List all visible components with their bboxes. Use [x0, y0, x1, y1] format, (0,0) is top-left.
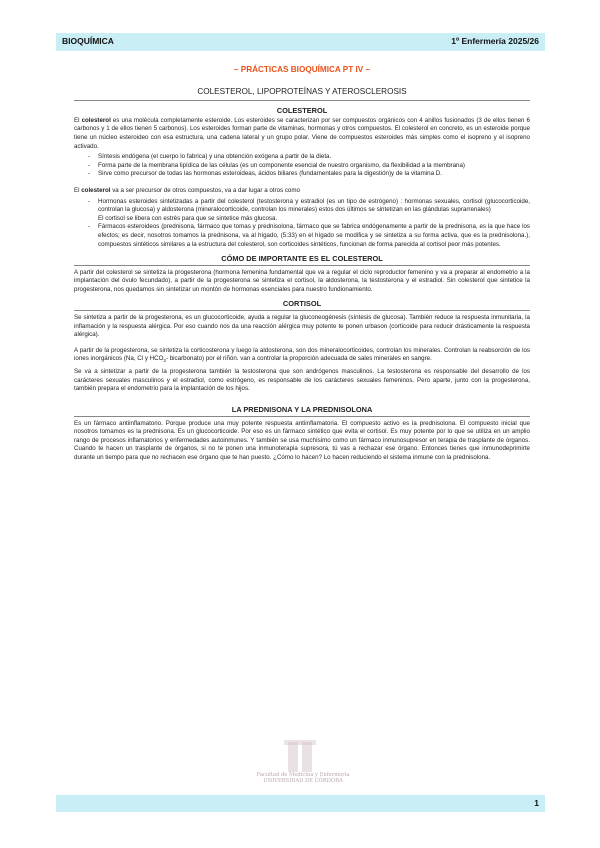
watermark-text: [253, 772, 353, 784]
text: es una molécula completamente esteroide. Los esteroides se caracterizan por ser compuestos orgánicos con 4 anillos fusionados (3 de ellos tienen 6 carbonos y 1 de ellos tienen 5 carbonos). Los esteroides forman parte de vitaminas, hormonas y otros compuestos. El colesterol en concreto, es un esteroide porque tiene un núcleo esteroideo con esa estructura, una cadena lateral y un grupo polar. Viene de compuestos esteroides más simples como el isopreno y el isopreno activado.: [74, 116, 530, 150]
divider: [74, 100, 530, 101]
list-item: - Forma parte de la membrana lipídica de las células (es un componente esencial de nuestro organismo, da flexibilidad a la membrana): [98, 162, 530, 171]
list-item: [98, 198, 530, 224]
list-item-text: - Hormonas esteroides sintetizadas a partir del colesterol (testosterona y estradiol (es un tipo de estrógeno) : hormonas sexuales, cortisol (glucocorticoide, controlan la glucosa) y aldosterona (mineralocorticoide, controlan los minerales) estos dos últimos se sintetizan en las glándulas suprarrenales): [98, 197, 530, 214]
paragraph: A partir del colesterol se sintetiza la progesterona (hormona femenina fundamental que va a regular el ciclo reproductor femenino y va a preparar al endometrio a la implantación del óvulo fecundado), a partir de la progesterona se sintetiza el cortisol, la aldosterona, la testosterona y el estradiol. Sin colesterol que sintetice la progesterona, nos quedamos sin sintetizar un montón de hormonas esenciales para nuestro fundionamiento.: [74, 268, 530, 293]
document-body: [74, 66, 530, 465]
page-header: [56, 33, 545, 51]
document-subtitle: COLESTEROL, LIPOPROTEÍNAS Y ATEROSCLEROSIS: [197, 86, 407, 96]
divider: [74, 265, 530, 266]
section-heading-colesterol: COLESTEROL: [276, 106, 328, 116]
paragraph: Se sintetiza a partir de la progesterona, es un glucocorticoide, ayuda a regular la gluconeogénesis (síntesis de glucosa). También reduce la respuesta inmunitaria, la inflamación y la respuesta alérgica. Por eso cuando nos da una reacción alérgica muy potente te ponen urbason (corticoide para reducir drásticamente la respuesta alérgica).: [74, 314, 530, 339]
list-item-note: El cortisol se libera con estrés para que se sintetice más glucosa.: [98, 214, 278, 222]
bullet-list: [74, 153, 530, 179]
bullet-list: [74, 198, 530, 250]
list-item: - Síntesis endógena (el cuerpo lo fabrica) y una obtención exógena a partir de la dieta.: [98, 153, 530, 162]
divider: [74, 310, 530, 311]
list-item: - Fármacos esteroideos (prednisona, fármaco que tomas y prednisolona, fármaco que se fabrica endógenamente a partir de la prednisona, es la que hace los efectos; es decir, nosotros tomamos la prednisona, va al hígado, (5:33) en el hígado se modifica y se sintetiza a su forma activa, que es la prednisolona.), compuestos sintéticos similares a la estructura del colesterol, son corticoides sintéticos, funcionan de forma parecida al cortisol peor más potentes.: [98, 223, 530, 249]
text: A partir de la progesterona, se sintetiza la corticosterona y luego la aldosterona, son dos mineralocorticoides, controlan los minerales. Controlan la reabsorción de los iones inorgánicos (Na, Cl y HCO: [74, 346, 530, 363]
text: - bicarbonato) por el riñón. van a controlar la proporción adecuada de sales minerales en sangre.: [165, 355, 432, 363]
section-heading-importancia: CÓMO DE IMPORTANTE ES EL COLESTEROL: [221, 254, 383, 264]
paragraph: [74, 187, 530, 196]
header-course: 1º Enfermería 2025/26: [451, 36, 539, 46]
text: va a ser precursor de otros compuestos, va a dar lugar a otros como: [110, 186, 300, 194]
paragraph: Es un fármaco antiinflamatorio. Porque produce una muy potente respuesta antiinflamatoria. El compuesto activo es la prednisolona. El compuesto inicial que nosotros tomamos es la prednisona. Es un glucocorticoide. Por eso es un fármaco sintético que evita el cortisol. Es muy potente por lo que se utiliza en un amplio rango de procesos inflamatorios y enfermedades autoinmunes. Y también se usa muchísimo como un fármaco inmunosupresor en terapia de trasplante de órganos. Cuando te hacen un trasplante de órganos, si no te ponen una inmunoterapia supresora, tú vas a rechazar ese órgano. Entonces tienes que inmunodeprimirte durante un tiempo para que no rechacen ese órgano que te han puesto. ¿Cómo lo hacen? Lo hacen reduciendo el sistema inmune con la prednisolona.: [74, 419, 530, 462]
section-heading-cortisol: CORTISOL: [282, 299, 322, 309]
paragraph: [74, 347, 530, 366]
divider: [74, 416, 530, 417]
watermark-line: Facultad de Medicina y Enfermería: [256, 772, 350, 778]
page-footer: [56, 795, 545, 812]
section-heading-prednisona: LA PREDNISONA Y LA PREDNISOLONA: [231, 405, 373, 415]
bold-term: colesterol: [81, 186, 111, 194]
header-subject: BIOQUÍMICA: [62, 36, 114, 46]
page-number: 1: [534, 798, 539, 808]
list-item: - Sirve como precursor de todas las hormonas esteroideas, ácidos biliares (fundamentales para la digestión)y de la vitamina D.: [98, 170, 530, 179]
text: El: [74, 186, 82, 194]
subscript: 3: [163, 358, 166, 364]
bold-term: colesterol: [81, 116, 111, 124]
document-title: – PRÁCTICAS BIOQUÍMICA PT IV –: [233, 65, 371, 74]
paragraph: Se va a sintetizar a partir de la progesterona también la testosterona que son andrógenos masculinos. La testosterona es responsable del desarrollo de los carácteres sexuales masculinos y el estradiol, como estrógeno, es responsable de los carácteres sexuales femeninos. Pero aparte, junto con la progesterona, también prepara el endometrio para la implantación de los hijos.: [74, 368, 530, 393]
watermark-line: UNIVERSIDAD DE CÓRDOBA: [263, 778, 343, 784]
text: El: [74, 116, 82, 124]
paragraph: [74, 117, 530, 151]
